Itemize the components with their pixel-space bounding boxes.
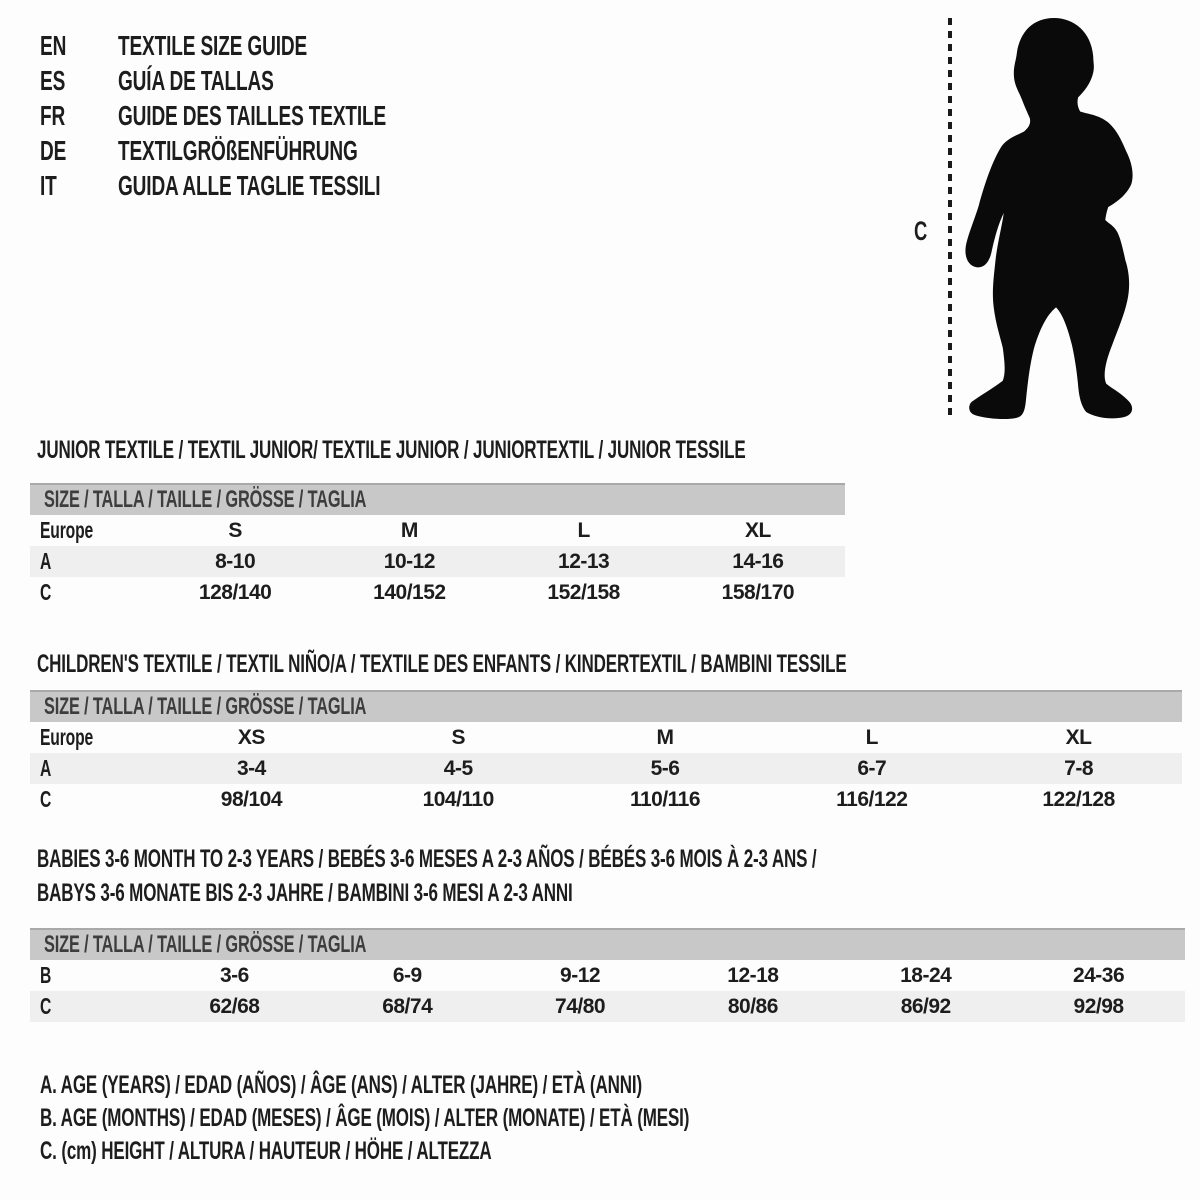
babies-row-height-cm [30, 991, 1185, 1022]
height-cell: 68/74 [382, 995, 433, 1018]
language-code-it: IT [40, 169, 57, 201]
children-size-header-bar [30, 690, 1182, 722]
toddler-silhouette-icon [963, 15, 1140, 422]
height-cell: 116/122 [836, 788, 908, 811]
children-row-height-cm [30, 784, 1182, 815]
language-title-es: GUÍA DE TALLAS [118, 64, 274, 96]
height-cell: 152/158 [547, 581, 620, 604]
age-cell: 18-24 [900, 964, 952, 987]
children-size-table [30, 690, 1182, 815]
size-cell: S [228, 519, 242, 542]
children-size-header-label: SIZE / TALLA / TAILLE / GRÖSSE / TAGLIA [44, 693, 367, 720]
children-row-age-years [30, 753, 1182, 784]
age-cell: 14-16 [732, 550, 784, 573]
row-label: C [40, 579, 52, 605]
height-cell: 158/170 [721, 581, 795, 604]
size-cell: XL [744, 519, 771, 542]
row-label: A [40, 548, 52, 574]
height-cell: 98/104 [220, 788, 283, 811]
language-list [40, 28, 512, 203]
row-label: C [40, 993, 52, 1019]
age-cell: 12-13 [558, 550, 610, 573]
height-measure-label: C [914, 216, 928, 246]
height-measure-dashed-line [948, 18, 952, 418]
height-cell: 62/68 [209, 995, 260, 1018]
row-label: C [40, 786, 52, 812]
age-cell: 5-6 [650, 757, 680, 780]
language-row-es [40, 63, 512, 98]
age-cell: 12-18 [727, 964, 779, 987]
children-row-europe [30, 722, 1182, 753]
babies-size-header-bar [30, 928, 1185, 960]
language-title-de: TEXTILGRÖßENFÜHRUNG [118, 134, 358, 166]
legend-line-c: C. (cm) HEIGHT / ALTURA / HAUTEUR / HÖHE / ALTEZZA [40, 1137, 492, 1165]
legend [40, 1069, 995, 1168]
height-cell: 74/80 [555, 995, 606, 1018]
junior-size-header-bar [30, 483, 845, 515]
size-cell: L [865, 726, 878, 749]
age-cell: 3-4 [236, 757, 266, 780]
age-cell: 7-8 [1064, 757, 1094, 780]
size-cell: XS [237, 726, 265, 749]
age-cell: 8-10 [215, 550, 256, 573]
height-cell: 92/98 [1073, 995, 1124, 1018]
section-title-babies-line1: BABIES 3-6 MONTH TO 2-3 YEARS / BEBÉS 3-6 MESES A 2-3 AÑOS / BÉBÉS 3-6 MOIS À 2-3 ANS / [37, 845, 817, 873]
language-title-it: GUIDA ALLE TAGLIE TESSILI [118, 169, 381, 201]
height-cell: 80/86 [727, 995, 778, 1018]
junior-size-header-label: SIZE / TALLA / TAILLE / GRÖSSE / TAGLIA [44, 486, 367, 513]
height-cell: 104/110 [422, 788, 494, 811]
size-cell: XL [1065, 726, 1092, 749]
language-row-it [40, 168, 512, 203]
size-cell: M [400, 519, 418, 542]
section-title-babies-line2: BABYS 3-6 MONATE BIS 2-3 JAHRE / BAMBINI 3-6 MESI A 2-3 ANNI [37, 879, 573, 907]
language-row-de [40, 133, 512, 168]
junior-row-age-years [30, 546, 845, 577]
junior-size-table [30, 483, 845, 608]
age-cell: 24-36 [1072, 964, 1125, 987]
size-cell: S [451, 726, 465, 749]
row-label: B [40, 962, 52, 988]
language-title-en: TEXTILE SIZE GUIDE [118, 29, 308, 61]
babies-size-header-label: SIZE / TALLA / TAILLE / GRÖSSE / TAGLIA [44, 931, 367, 958]
row-label: Europe [40, 517, 94, 543]
language-code-es: ES [40, 64, 66, 96]
age-cell: 10-12 [383, 550, 435, 573]
height-cell: 86/92 [900, 995, 951, 1018]
section-title-junior: JUNIOR TEXTILE / TEXTIL JUNIOR/ TEXTILE JUNIOR / JUNIORTEXTIL / JUNIOR TESSILE [37, 436, 746, 464]
row-label: A [40, 755, 52, 781]
language-row-en [40, 28, 512, 63]
height-cell: 140/152 [373, 581, 446, 604]
language-title-fr: GUIDE DES TAILLES TEXTILE [118, 99, 387, 131]
language-code-fr: FR [40, 99, 66, 131]
section-title-children: CHILDREN'S TEXTILE / TEXTIL NIÑO/A / TEXTILE DES ENFANTS / KINDERTEXTIL / BAMBINI TESSILE [37, 650, 847, 678]
height-cell: 128/140 [198, 581, 272, 604]
language-code-de: DE [40, 134, 67, 166]
height-cell: 110/116 [629, 788, 701, 811]
age-cell: 6-9 [392, 964, 422, 987]
babies-size-table [30, 928, 1185, 1022]
legend-line-a: A. AGE (YEARS) / EDAD (AÑOS) / ÂGE (ANS) / ALTER (JAHRE) / ETÀ (ANNI) [40, 1071, 642, 1099]
size-cell: L [577, 519, 590, 542]
junior-row-height-cm [30, 577, 845, 608]
age-cell: 6-7 [857, 757, 887, 780]
babies-row-age-months [30, 960, 1185, 991]
age-cell: 4-5 [443, 757, 473, 780]
size-cell: M [656, 726, 674, 749]
age-cell: 3-6 [219, 964, 249, 987]
row-label: Europe [40, 724, 94, 750]
junior-row-europe [30, 515, 845, 546]
age-cell: 9-12 [560, 964, 601, 987]
height-cell: 122/128 [1042, 788, 1115, 811]
legend-line-b: B. AGE (MONTHS) / EDAD (MESES) / ÂGE (MOIS) / ALTER (MONATE) / ETÀ (MESI) [40, 1104, 690, 1132]
language-row-fr [40, 98, 512, 133]
language-code-en: EN [40, 29, 67, 61]
